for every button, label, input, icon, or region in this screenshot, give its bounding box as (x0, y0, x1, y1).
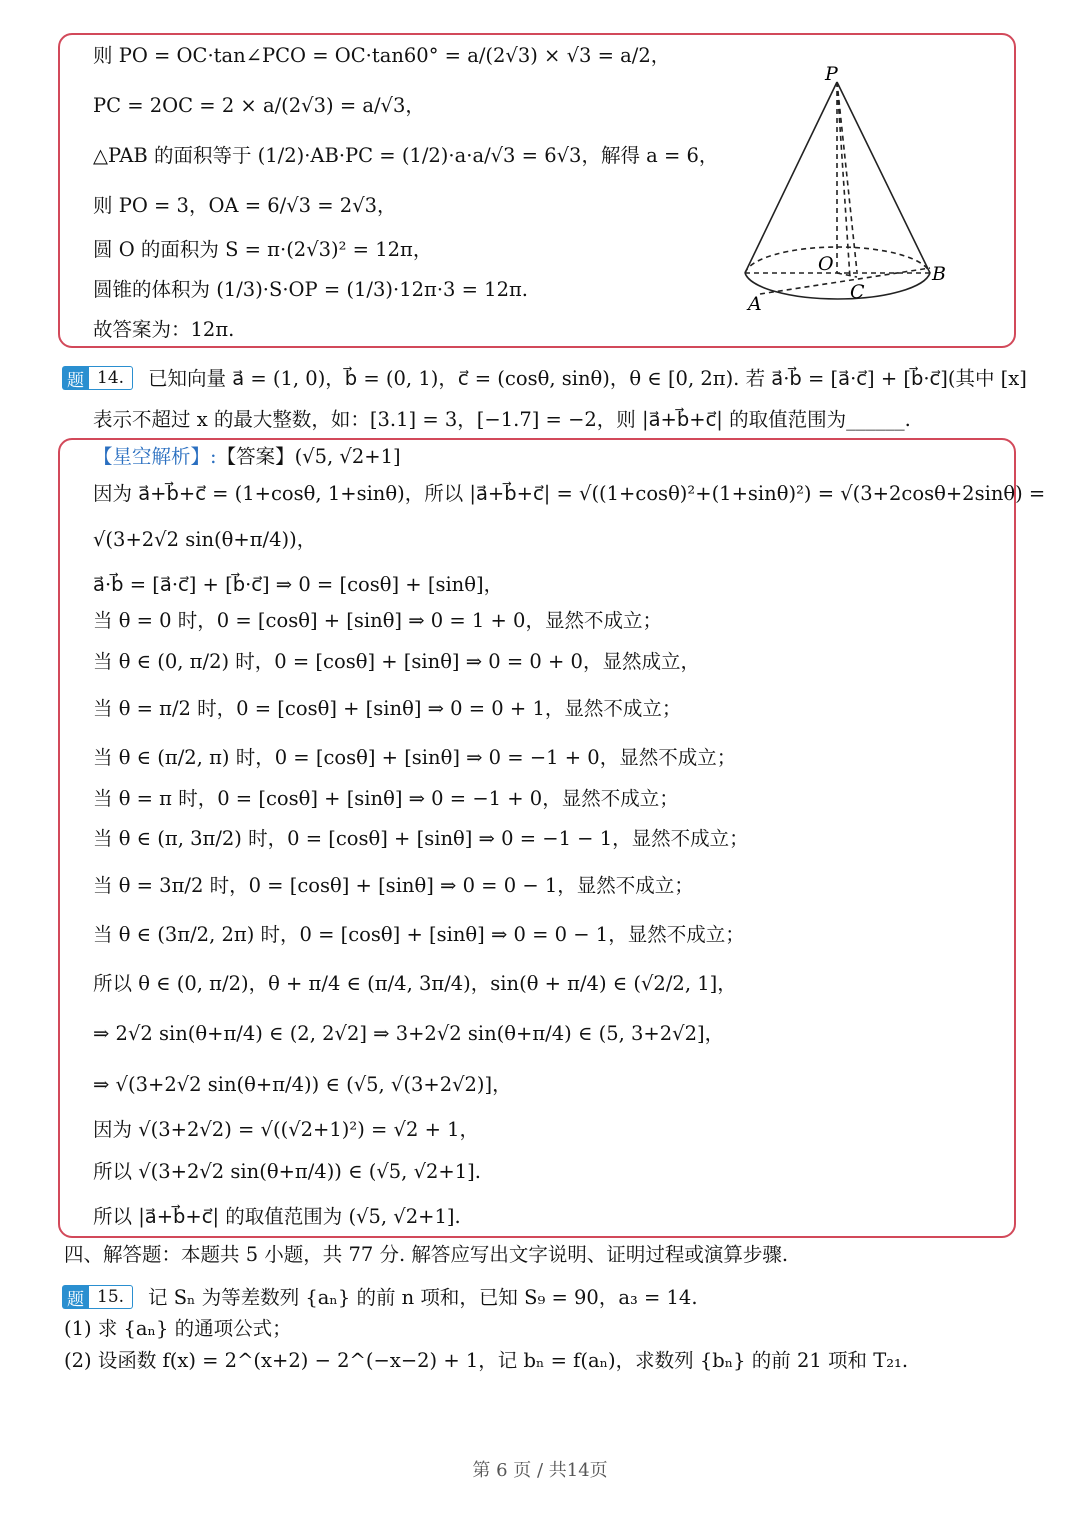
q15-line-1: 记 Sₙ 为等差数列 {aₙ} 的前 n 项和，已知 S₉ = 90，a₃ = 14. (148, 1286, 698, 1309)
section-heading-4: 四、解答题：本题共 5 小题，共 77 分. 解答应写出文字说明、证明过程或演算步骤. (64, 1243, 789, 1266)
sol13-line-6: 圆锥的体积为 (1/3)·S·OP = (1/3)·12π·3 = 12π. (93, 278, 528, 301)
sol14-line-9: 当 θ ∈ (π, 3π/2) 时，0 = [cosθ] + [sinθ] ⇒ 0 = −1 − 1，显然不成立； (93, 827, 749, 850)
sol14-line-11: 当 θ ∈ (3π/2, 2π) 时，0 = [cosθ] + [sinθ] ⇒ 0 = 0 − 1，显然不成立； (93, 923, 745, 946)
cone-figure (730, 58, 960, 320)
question-14-tag (62, 366, 133, 390)
label-b: B (932, 263, 946, 285)
sol14-header (93, 445, 401, 468)
sol13-line-2: PC = 2OC = 2 × a/(2√3) = a/√3， (93, 94, 425, 117)
question-number: 15. (89, 1285, 133, 1309)
sol14-line-16: 所以 √(3+2√2 sin(θ+π/4)) ∈ (√5, √2+1]. (93, 1160, 481, 1183)
label-p: P (825, 63, 838, 85)
q15-line-3: (2) 设函数 f(x) = 2^(x+2) − 2^(−x−2) + 1，记 bₙ = f(aₙ)，求数列 {bₙ} 的前 21 项和 T₂₁. (64, 1349, 909, 1372)
label-c: C (850, 281, 865, 303)
sol14-line-1: 因为 a⃗+b⃗+c⃗ = (1+cosθ, 1+sinθ)，所以 |a⃗+b⃗+c⃗| = √((1+cosθ)²+(1+sinθ)²) = √(3+2cosθ+2sinθ) = (93, 482, 1046, 505)
label-o: O (818, 253, 834, 275)
sol14-line-12: 所以 θ ∈ (0, π/2)，θ + π/4 ∈ (π/4, 3π/4)，sin(θ + π/4) ∈ (√2/2, 1]， (93, 972, 737, 995)
answer-text: 【答案】(√5, √2+1] (216, 445, 401, 468)
sol14-line-13: ⇒ 2√2 sin(θ+π/4) ∈ (2, 2√2] ⇒ 3+2√2 sin(θ+π/4) ∈ (5, 3+2√2]， (93, 1022, 725, 1045)
sol14-line-2: √(3+2√2 sin(θ+π/4))， (93, 528, 317, 551)
page-footer: 第 6 页 / 共14页 (472, 1460, 608, 1481)
sol13-line-5: 圆 O 的面积为 S = π·(2√3)² = 12π， (93, 238, 433, 261)
sol14-line-5: 当 θ ∈ (0, π/2) 时，0 = [cosθ] + [sinθ] ⇒ 0 = 0 + 0，显然成立， (93, 650, 700, 673)
question-15-tag (62, 1285, 133, 1309)
sol13-line-3: △PAB 的面积等于 (1/2)·AB·PC = (1/2)·a·a/√3 = 6√3，解得 a = 6， (93, 144, 719, 167)
sol14-line-17: 所以 |a⃗+b⃗+c⃗| 的取值范围为 (√5, √2+1]. (93, 1205, 461, 1228)
sol14-line-4: 当 θ = 0 时，0 = [cosθ] + [sinθ] ⇒ 0 = 1 + 0，显然不成立； (93, 609, 662, 632)
sol13-line-1: 则 PO = OC·tan∠PCO = OC·tan60° = a/(2√3) × √3 = a/2， (93, 44, 671, 67)
q14-line-1: 已知向量 a⃗ = (1, 0)，b⃗ = (0, 1)，c⃗ = (cosθ, sinθ)，θ ∈ [0, 2π). 若 a⃗·b⃗ = [a⃗·c⃗] + [b⃗·c⃗](其中 [x] (148, 367, 1027, 390)
sol14-line-8: 当 θ = π 时，0 = [cosθ] + [sinθ] ⇒ 0 = −1 + 0，显然不成立； (93, 787, 679, 810)
sol14-line-7: 当 θ ∈ (π/2, π) 时，0 = [cosθ] + [sinθ] ⇒ 0 = −1 + 0，显然不成立； (93, 746, 737, 769)
question-number: 14. (89, 366, 133, 390)
sol14-line-10: 当 θ = 3π/2 时，0 = [cosθ] + [sinθ] ⇒ 0 = 0 − 1，显然不成立； (93, 874, 694, 897)
sol13-line-4: 则 PO = 3，OA = 6/√3 = 2√3， (93, 194, 397, 217)
q14-line-2: 表示不超过 x 的最大整数，如：[3.1] = 3，[−1.7] = −2，则 |a⃗+b⃗+c⃗| 的取值范围为______. (93, 408, 911, 431)
analysis-label: 【星空解析】: (93, 445, 217, 468)
sol14-line-6: 当 θ = π/2 时，0 = [cosθ] + [sinθ] ⇒ 0 = 0 + 1，显然不成立； (93, 697, 682, 720)
sol14-line-3: a⃗·b⃗ = [a⃗·c⃗] + [b⃗·c⃗] ⇒ 0 = [cosθ] + [sinθ]， (93, 573, 504, 596)
question-tag-icon: 题 (62, 1285, 89, 1309)
q15-line-2: (1) 求 {aₙ} 的通项公式； (64, 1317, 292, 1340)
sol14-line-14: ⇒ √(3+2√2 sin(θ+π/4)) ∈ (√5, √(3+2√2)]， (93, 1073, 512, 1096)
sol13-line-7: 故答案为：12π. (93, 318, 235, 341)
label-a: A (748, 293, 762, 315)
sol14-line-15: 因为 √(3+2√2) = √((√2+1)²) = √2 + 1， (93, 1118, 480, 1141)
question-tag-icon: 题 (62, 366, 89, 390)
